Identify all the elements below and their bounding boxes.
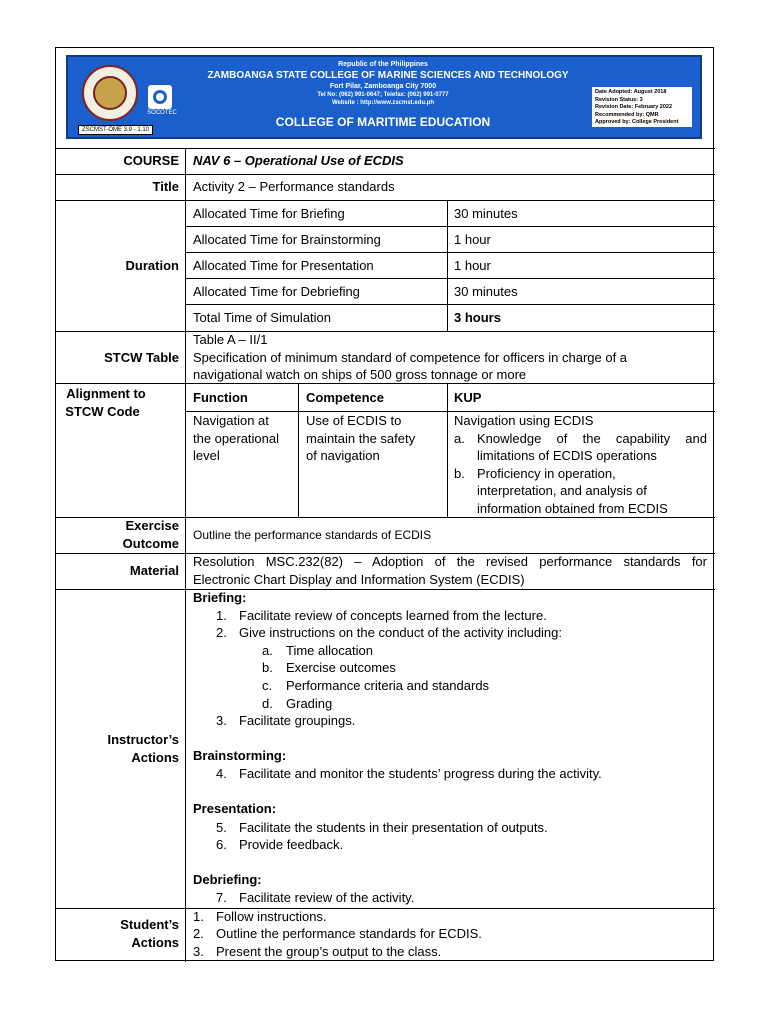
duration-label: Duration bbox=[125, 258, 179, 273]
function-line: level bbox=[193, 448, 220, 463]
duration-time: 1 hour bbox=[454, 258, 491, 273]
alignment-label: Alignment to bbox=[66, 386, 146, 401]
sub-marker: d. bbox=[262, 696, 273, 711]
sub-marker: b. bbox=[262, 660, 273, 675]
exercise-label: Outcome bbox=[122, 536, 179, 551]
revision-status: Revision Status: 3 bbox=[595, 96, 643, 103]
list-number: 3. bbox=[193, 944, 204, 959]
kup-text: interpretation, and analysis of bbox=[477, 483, 647, 498]
list-number: 7. bbox=[216, 890, 227, 905]
instructor-item: Facilitate groupings. bbox=[239, 713, 356, 728]
stcw-table-line: navigational watch on ships of 500 gross tonnage or more bbox=[193, 367, 527, 382]
college-phone: Tel No: (062) 991-0647; Telefax: (062) 991-0777 bbox=[317, 92, 449, 98]
student-label: Actions bbox=[131, 935, 179, 950]
title-label: Title bbox=[152, 179, 179, 194]
instructor-item: Facilitate review of the activity. bbox=[239, 890, 415, 905]
sub-item: Time allocation bbox=[286, 643, 373, 658]
function-line: the operational bbox=[193, 431, 280, 446]
duration-time: 30 minutes bbox=[454, 206, 518, 221]
stcw-table-line: Table A – II/1 bbox=[193, 332, 268, 347]
kup-marker: a. bbox=[454, 431, 465, 446]
duration-item: Allocated Time for Brainstorming bbox=[193, 232, 381, 247]
approved-by: Approved by: College President bbox=[595, 119, 679, 125]
instructor-item: Give instructions on the conduct of the activity including: bbox=[239, 625, 563, 640]
exercise-label: Exercise bbox=[125, 518, 179, 533]
list-number: 4. bbox=[216, 766, 227, 781]
alignment-label: STCW Code bbox=[65, 404, 140, 419]
kup-text: Proficiency in operation, bbox=[477, 466, 616, 481]
duration-total-item: Total Time of Simulation bbox=[193, 310, 332, 325]
department-name: COLLEGE OF MARITIME EDUCATION bbox=[275, 115, 491, 129]
competence-line: Use of ECDIS to bbox=[306, 413, 402, 428]
republic-text: Republic of the Philippines bbox=[338, 61, 428, 68]
revision-date: Revision Date: February 2022 bbox=[595, 104, 673, 110]
sub-item: Exercise outcomes bbox=[286, 660, 396, 675]
document-page bbox=[55, 47, 714, 961]
sub-marker: c. bbox=[262, 678, 273, 693]
list-number: 1. bbox=[216, 608, 227, 623]
sub-item: Grading bbox=[286, 696, 333, 711]
list-number: 2. bbox=[216, 625, 227, 640]
instructor-label: Instructor’s bbox=[107, 732, 179, 747]
stcw-table-line: Specification of minimum standard of competence for officers in charge of a bbox=[193, 350, 628, 365]
instructor-item: Facilitate the students in their presentation of outputs. bbox=[239, 820, 548, 835]
instructor-item: Facilitate and monitor the students’ progress during the activity. bbox=[239, 766, 602, 781]
material-label: Material bbox=[129, 563, 179, 578]
function-line: Navigation at bbox=[193, 413, 269, 428]
document-code: ZSCMST-OME 3.9 - 1.10 bbox=[78, 125, 153, 135]
list-number: 5. bbox=[216, 820, 227, 835]
stcw-table-label: STCW Table bbox=[104, 350, 179, 365]
debriefing-title: Debriefing: bbox=[193, 872, 262, 887]
college-name: ZAMBOANGA STATE COLLEGE OF MARINE SCIENCES AND TECHNOLOGY bbox=[207, 70, 569, 81]
exercise-outcome-value: Outline the performance standards of ECDIS bbox=[193, 528, 432, 542]
college-address: Fort Pilar, Zamboanga City 7000 bbox=[329, 83, 437, 90]
competence-line: maintain the safety bbox=[306, 431, 416, 446]
duration-time: 1 hour bbox=[454, 232, 491, 247]
student-item: Follow instructions. bbox=[216, 909, 327, 924]
recommended-by: Recommended by: QMR bbox=[595, 111, 659, 118]
material-line: Resolution MSC.232(82) – Adoption of the revised performance standards for bbox=[193, 554, 707, 569]
presentation-title: Presentation: bbox=[193, 801, 277, 816]
date-adopted: Date Adopted: August 2018 bbox=[595, 89, 667, 95]
kup-text: Knowledge of the capability and bbox=[477, 431, 707, 446]
student-item: Outline the performance standards for ECDIS. bbox=[216, 926, 482, 941]
instructor-item: Facilitate review of concepts learned from the lecture. bbox=[239, 608, 547, 623]
student-item: Present the group’s output to the class. bbox=[216, 944, 442, 959]
duration-time: 30 minutes bbox=[454, 284, 518, 299]
kup-header: KUP bbox=[454, 390, 482, 405]
instructor-label: Actions bbox=[131, 750, 179, 765]
duration-item: Allocated Time for Briefing bbox=[193, 206, 345, 221]
instructor-item: Provide feedback. bbox=[239, 837, 344, 852]
title-value: Activity 2 – Performance standards bbox=[193, 179, 395, 194]
duration-total-time: 3 hours bbox=[454, 310, 501, 325]
material-line: Electronic Chart Display and Information System (ECDIS) bbox=[193, 572, 525, 587]
competence-header: Competence bbox=[306, 390, 385, 405]
sub-item: Performance criteria and standards bbox=[286, 678, 490, 693]
course-label: COURSE bbox=[123, 153, 179, 168]
certification-label: SOCOTEC bbox=[147, 110, 177, 116]
college-website: Website : http://www.zscmst.edu.ph bbox=[331, 100, 434, 106]
list-number: 1. bbox=[193, 909, 204, 924]
kup-text: limitations of ECDIS operations bbox=[477, 448, 657, 463]
kup-text: information obtained from ECDIS bbox=[477, 501, 668, 516]
student-label: Student’s bbox=[120, 917, 179, 932]
kup-title: Navigation using ECDIS bbox=[454, 413, 594, 428]
kup-marker: b. bbox=[454, 466, 465, 481]
list-number: 2. bbox=[193, 926, 204, 941]
function-header: Function bbox=[193, 390, 248, 405]
duration-item: Allocated Time for Debriefing bbox=[193, 284, 360, 299]
brainstorming-title: Brainstorming: bbox=[193, 748, 287, 763]
list-number: 3. bbox=[216, 713, 227, 728]
sub-marker: a. bbox=[262, 643, 273, 658]
duration-item: Allocated Time for Presentation bbox=[193, 258, 374, 273]
course-value: NAV 6 – Operational Use of ECDIS bbox=[193, 153, 404, 168]
briefing-title: Briefing: bbox=[193, 590, 247, 605]
competence-line: of navigation bbox=[306, 448, 380, 463]
list-number: 6. bbox=[216, 837, 227, 852]
